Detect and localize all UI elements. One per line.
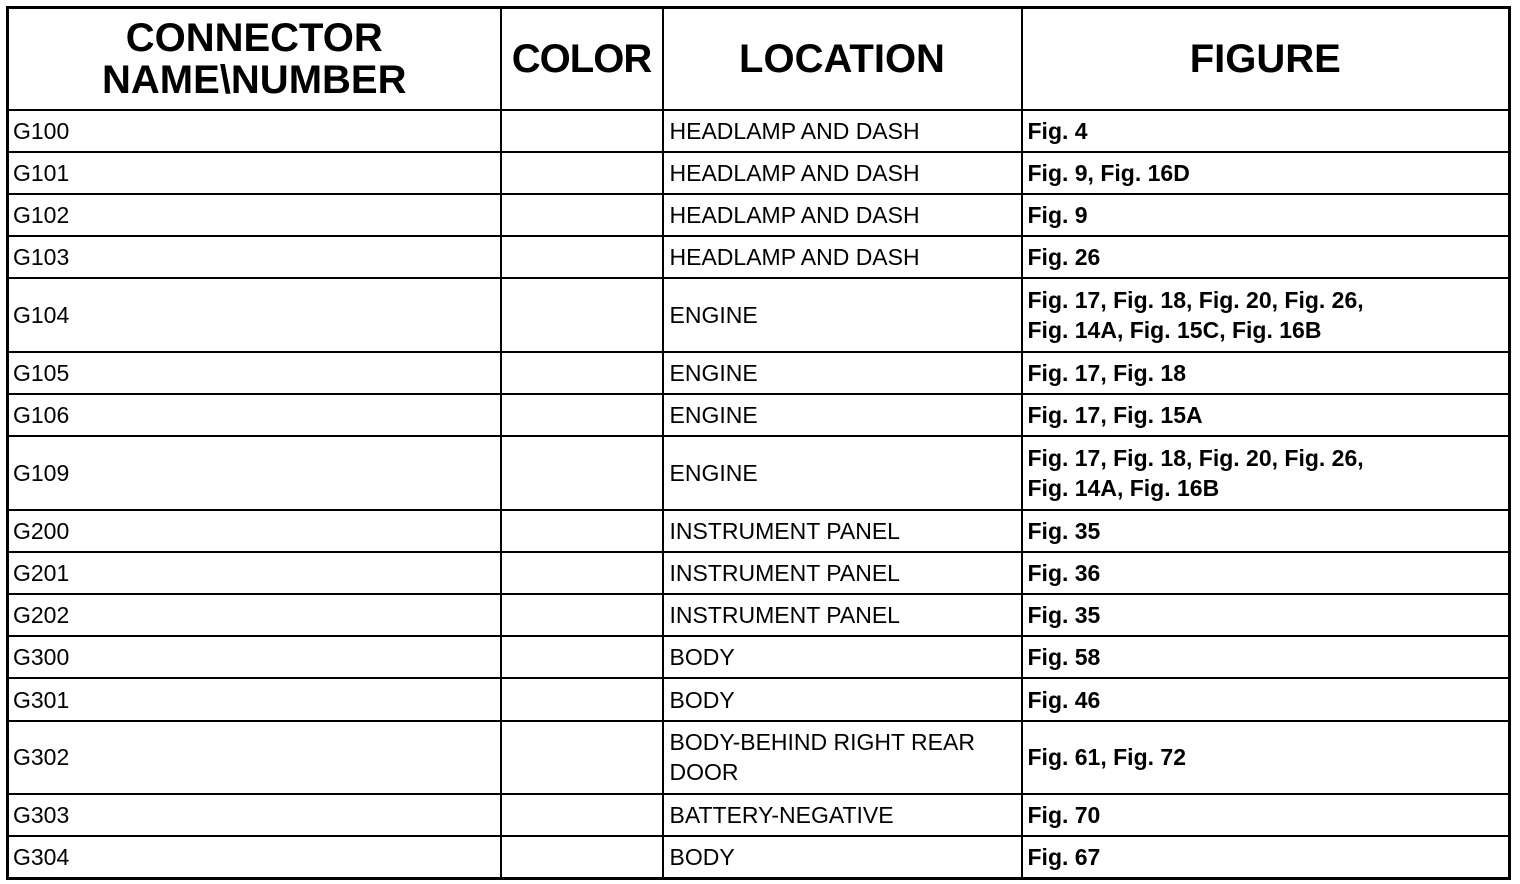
location-line: INSTRUMENT PANEL xyxy=(669,602,900,629)
location-line: HEADLAMP AND DASH xyxy=(669,244,920,271)
location-cell xyxy=(663,152,1022,194)
figure-cell xyxy=(1022,236,1510,278)
table-row xyxy=(8,794,1510,836)
connector-name-cell: G200 xyxy=(8,510,501,552)
table-row xyxy=(8,721,1510,794)
figure-line: Fig. 58 xyxy=(1027,644,1101,671)
figure-line: Fig. 17, Fig. 18, Fig. 20, Fig. 26, xyxy=(1027,287,1364,314)
connector-name-cell: G105 xyxy=(8,352,501,394)
location-line: ENGINE xyxy=(669,402,758,429)
connector-name-cell: G101 xyxy=(8,152,501,194)
location-cell xyxy=(663,510,1022,552)
figure-line: Fig. 35 xyxy=(1027,602,1101,629)
location-line: ENGINE xyxy=(669,359,758,386)
color-cell xyxy=(501,236,663,278)
figure-line: Fig. 67 xyxy=(1027,844,1101,871)
connector-name-cell: G300 xyxy=(8,636,501,678)
location-line: BODY xyxy=(669,644,735,671)
table-row xyxy=(8,436,1510,509)
figure-line: Fig. 17, Fig. 18, Fig. 20, Fig. 26, xyxy=(1027,444,1364,471)
color-cell xyxy=(501,436,663,509)
figure-cell xyxy=(1022,794,1510,836)
table-row xyxy=(8,510,1510,552)
table-row xyxy=(8,394,1510,436)
color-cell xyxy=(501,152,663,194)
figure-cell xyxy=(1022,194,1510,236)
connector-name-cell: G104 xyxy=(8,278,501,351)
location-line: HEADLAMP AND DASH xyxy=(669,202,920,229)
figure-line: Fig. 61, Fig. 72 xyxy=(1027,744,1186,771)
table-row xyxy=(8,636,1510,678)
location-cell xyxy=(663,552,1022,594)
figure-cell xyxy=(1022,278,1510,351)
header-location: LOCATION xyxy=(663,8,1022,110)
location-cell xyxy=(663,194,1022,236)
connector-name-cell: G102 xyxy=(8,194,501,236)
figure-cell xyxy=(1022,594,1510,636)
figure-cell xyxy=(1022,394,1510,436)
table-row xyxy=(8,236,1510,278)
figure-cell xyxy=(1022,110,1510,152)
connector-table xyxy=(6,6,1511,880)
color-cell xyxy=(501,510,663,552)
location-cell xyxy=(663,110,1022,152)
location-cell xyxy=(663,636,1022,678)
color-cell xyxy=(501,194,663,236)
connector-name-cell: G303 xyxy=(8,794,501,836)
color-cell xyxy=(501,394,663,436)
table-body xyxy=(8,110,1510,879)
location-line: BODY xyxy=(669,686,735,713)
color-cell xyxy=(501,352,663,394)
connector-name-cell: G100 xyxy=(8,110,501,152)
location-cell xyxy=(663,278,1022,351)
figure-line: Fig. 9, Fig. 16D xyxy=(1027,159,1190,186)
table-row xyxy=(8,552,1510,594)
figure-cell xyxy=(1022,352,1510,394)
color-cell xyxy=(501,836,663,878)
header-figure: FIGURE xyxy=(1022,8,1510,110)
figure-cell xyxy=(1022,721,1510,794)
table-row xyxy=(8,352,1510,394)
location-cell xyxy=(663,236,1022,278)
location-cell xyxy=(663,436,1022,509)
location-line: ENGINE xyxy=(669,302,758,329)
connector-name-cell: G106 xyxy=(8,394,501,436)
figure-cell xyxy=(1022,552,1510,594)
location-line: INSTRUMENT PANEL xyxy=(669,517,900,544)
figure-line: Fig. 14A, Fig. 16B xyxy=(1027,474,1220,501)
figure-cell xyxy=(1022,510,1510,552)
connector-name-cell: G304 xyxy=(8,836,501,878)
location-cell xyxy=(663,594,1022,636)
connector-name-cell: G201 xyxy=(8,552,501,594)
location-line: BODY-BEHIND RIGHT REAR xyxy=(669,729,975,756)
connector-name-cell: G103 xyxy=(8,236,501,278)
figure-line: Fig. 4 xyxy=(1027,117,1088,144)
table-row xyxy=(8,836,1510,878)
location-cell xyxy=(663,836,1022,878)
location-cell xyxy=(663,721,1022,794)
location-cell xyxy=(663,394,1022,436)
header-name-line1: CONNECTOR xyxy=(125,15,383,60)
figure-line: Fig. 35 xyxy=(1027,517,1101,544)
figure-line: Fig. 46 xyxy=(1027,686,1101,713)
location-line: BATTERY-NEGATIVE xyxy=(669,802,894,829)
figure-cell xyxy=(1022,436,1510,509)
table-row xyxy=(8,110,1510,152)
location-line: ENGINE xyxy=(669,459,758,486)
figure-line: Fig. 36 xyxy=(1027,559,1101,586)
location-cell xyxy=(663,352,1022,394)
figure-cell xyxy=(1022,678,1510,720)
header-connector-name xyxy=(8,8,501,110)
color-cell xyxy=(501,278,663,351)
color-cell xyxy=(501,594,663,636)
figure-line: Fig. 17, Fig. 18 xyxy=(1027,359,1186,386)
location-cell xyxy=(663,794,1022,836)
table-row xyxy=(8,152,1510,194)
color-cell xyxy=(501,636,663,678)
header-color: COLOR xyxy=(501,8,663,110)
location-line: DOOR xyxy=(669,759,739,786)
figure-line: Fig. 26 xyxy=(1027,244,1101,271)
color-cell xyxy=(501,721,663,794)
figure-line: Fig. 17, Fig. 15A xyxy=(1027,402,1203,429)
figure-cell xyxy=(1022,152,1510,194)
connector-name-cell: G202 xyxy=(8,594,501,636)
header-name-line2: NAME\NUMBER xyxy=(102,57,407,102)
table-row xyxy=(8,194,1510,236)
location-line: HEADLAMP AND DASH xyxy=(669,117,920,144)
location-line: INSTRUMENT PANEL xyxy=(669,559,900,586)
figure-line: Fig. 14A, Fig. 15C, Fig. 16B xyxy=(1027,317,1322,344)
header-row xyxy=(8,8,1510,110)
color-cell xyxy=(501,678,663,720)
location-line: BODY xyxy=(669,844,735,871)
connector-name-cell: G109 xyxy=(8,436,501,509)
figure-cell xyxy=(1022,836,1510,878)
figure-line: Fig. 70 xyxy=(1027,802,1101,829)
location-cell xyxy=(663,678,1022,720)
table-row xyxy=(8,678,1510,720)
color-cell xyxy=(501,110,663,152)
figure-line: Fig. 9 xyxy=(1027,202,1088,229)
connector-name-cell: G301 xyxy=(8,678,501,720)
color-cell xyxy=(501,552,663,594)
connector-name-cell: G302 xyxy=(8,721,501,794)
figure-cell xyxy=(1022,636,1510,678)
location-line: HEADLAMP AND DASH xyxy=(669,159,920,186)
table-row xyxy=(8,594,1510,636)
table-row xyxy=(8,278,1510,351)
color-cell xyxy=(501,794,663,836)
